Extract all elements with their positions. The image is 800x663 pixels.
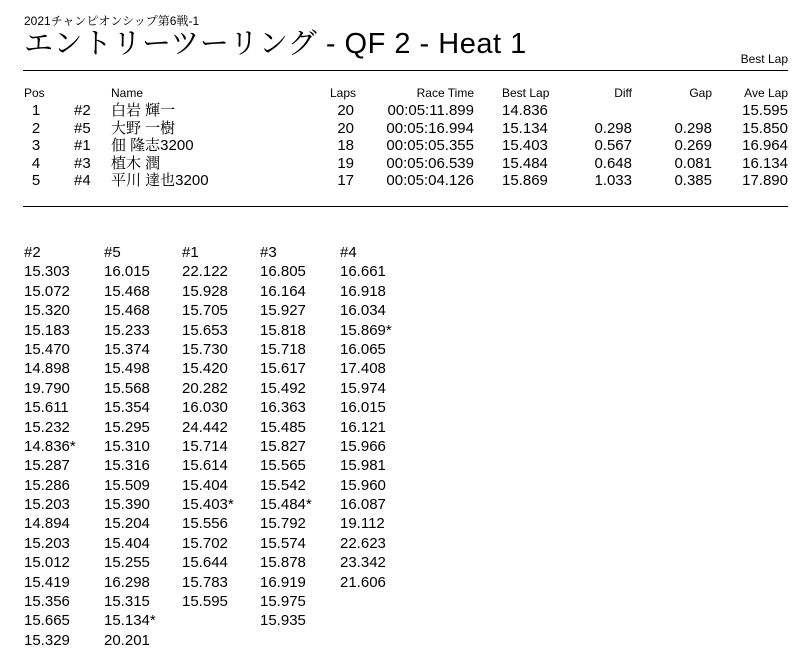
lap-time: 20.282 (182, 379, 228, 397)
lap-column-header: #2 (24, 244, 41, 261)
lap-time: 16.298 (104, 573, 150, 591)
result-pos: 1 (31, 102, 41, 119)
lap-time: 15.653 (182, 321, 228, 339)
lap-time: 15.556 (182, 515, 228, 533)
lap-time: 16.363 (260, 399, 306, 417)
lap-time: 22.122 (182, 263, 228, 281)
col-header-ave-lap: Ave Lap (744, 86, 788, 100)
result-pos: 5 (31, 172, 41, 189)
lap-time: 15.783 (182, 573, 228, 591)
result-ave-lap: 17.890 (742, 172, 788, 189)
result-diff: 1.033 (594, 172, 632, 189)
result-gap: 0.298 (674, 119, 712, 137)
lap-time: 15.470 (24, 340, 70, 358)
lap-time: 15.574 (260, 534, 306, 552)
lap-time: 15.714 (182, 437, 228, 455)
result-kart-number: #2 (74, 102, 91, 119)
result-ave-lap: 15.595 (742, 102, 788, 119)
lap-time: 22.623 (340, 534, 386, 552)
lap-time: 15.390 (104, 496, 150, 514)
lap-time: 16.034 (340, 302, 386, 320)
lap-time: 15.419 (24, 573, 70, 591)
result-row (24, 155, 788, 173)
lap-time: 15.702 (182, 534, 228, 552)
result-kart-number: #3 (74, 154, 91, 172)
result-pos: 3 (31, 137, 41, 154)
lap-time: 15.614 (182, 457, 228, 475)
result-gap: 0.081 (674, 154, 712, 172)
lap-time: 20.201 (104, 631, 150, 649)
lap-time: 15.012 (24, 554, 70, 572)
lap-time: 15.404 (104, 534, 150, 552)
result-laps: 20 (337, 102, 354, 119)
lap-time: 15.485 (260, 418, 306, 436)
result-laps: 17 (337, 172, 354, 189)
lap-time: 15.981 (340, 457, 386, 475)
result-laps: 20 (337, 119, 354, 137)
lap-time: 16.015 (104, 263, 150, 281)
lap-time: 15.611 (24, 399, 69, 417)
result-ave-lap: 15.850 (742, 119, 788, 137)
result-kart-number: #4 (74, 172, 91, 189)
col-header-best-lap: Best Lap (502, 86, 550, 100)
result-race-time: 00:05:16.994 (386, 119, 474, 137)
lap-time: 14.894 (24, 515, 70, 533)
lap-time: 15.204 (104, 515, 150, 533)
lap-time: 15.928 (182, 282, 228, 300)
result-laps: 19 (337, 154, 354, 172)
lap-time: 16.661 (340, 263, 386, 281)
lap-time: 16.805 (260, 263, 306, 281)
lap-time: 15.818 (260, 321, 306, 339)
lap-time: 16.164 (260, 282, 306, 300)
result-driver-name: 植木 潤 (111, 154, 161, 172)
result-diff: 0.648 (594, 154, 632, 172)
lap-time: 15.960 (340, 476, 386, 494)
lap-time: 19.112 (340, 515, 385, 533)
lap-time: 15.286 (24, 476, 70, 494)
lap-column-header: #4 (340, 244, 357, 261)
lap-time: 15.975 (260, 593, 306, 611)
col-header-race-time: Race Time (416, 86, 474, 100)
lap-time: 15.705 (182, 302, 228, 320)
result-gap: 0.269 (674, 137, 712, 154)
lap-time: 24.442 (182, 418, 228, 436)
lap-column (104, 243, 182, 650)
lap-time: 15.320 (24, 302, 70, 320)
result-best-lap: 14.836 (502, 102, 548, 119)
lap-time: 15.509 (104, 476, 150, 494)
lap-time: 15.255 (104, 554, 150, 572)
lap-time: 15.730 (182, 340, 228, 358)
result-best-lap: 15.869 (502, 172, 548, 189)
lap-time: 15.565 (260, 457, 306, 475)
report-title: エントリーツーリング - QF 2 - Heat 1 (24, 28, 527, 60)
lap-time: 15.203 (24, 496, 70, 514)
lap-time: 14.898 (24, 360, 70, 378)
results-header-row (24, 84, 788, 102)
result-driver-name: 平川 達也3200 (111, 172, 209, 189)
lap-time: 15.310 (104, 437, 150, 455)
result-ave-lap: 16.134 (742, 154, 788, 172)
result-row (24, 172, 788, 190)
lap-time: 15.484* (260, 496, 312, 514)
result-race-time: 00:05:11.899 (387, 102, 474, 119)
result-race-time: 00:05:06.539 (386, 154, 474, 172)
lap-time: 16.015 (340, 399, 386, 417)
result-best-lap: 15.134 (502, 119, 548, 137)
lap-time: 15.492 (260, 379, 306, 397)
lap-time: 15.374 (104, 340, 150, 358)
lap-time: 15.316 (104, 457, 150, 475)
lap-time: 15.827 (260, 437, 306, 455)
lap-time: 15.295 (104, 418, 150, 436)
lap-time: 16.919 (260, 573, 306, 591)
lap-time: 15.935 (260, 612, 306, 630)
result-driver-name: 白岩 輝一 (111, 102, 176, 119)
lap-time: 15.354 (104, 399, 150, 417)
lap-time: 15.329 (24, 631, 70, 649)
lap-column-header: #5 (104, 244, 121, 261)
lap-column-header: #3 (260, 244, 277, 261)
result-kart-number: #1 (74, 137, 91, 154)
lap-column (340, 243, 420, 650)
result-diff: 0.298 (594, 119, 632, 137)
result-gap: 0.385 (674, 172, 712, 189)
best-lap-label: Best Lap (740, 52, 788, 66)
result-laps: 18 (337, 137, 354, 154)
result-row (24, 120, 788, 138)
lap-time: 15.878 (260, 554, 306, 572)
lap-time: 15.644 (182, 554, 228, 572)
result-pos: 4 (31, 154, 41, 172)
lap-time: 15.595 (182, 593, 228, 611)
lap-time: 15.927 (260, 302, 306, 320)
lap-time: 15.356 (24, 593, 70, 611)
lap-time: 15.665 (24, 612, 70, 630)
lap-time: 16.030 (182, 399, 228, 417)
result-pos: 2 (31, 119, 41, 137)
lap-time: 15.498 (104, 360, 150, 378)
result-best-lap: 15.484 (502, 154, 548, 172)
lap-time: 15.233 (104, 321, 150, 339)
lap-time: 15.315 (104, 593, 150, 611)
lap-column (260, 243, 340, 650)
report-subtitle: 2021チャンピオンシップ第6戦-1 (24, 14, 200, 28)
lap-time: 15.568 (104, 379, 150, 397)
lap-column (24, 243, 104, 650)
result-driver-name: 大野 一樹 (111, 119, 176, 137)
lap-time: 15.232 (24, 418, 70, 436)
lap-time: 15.404 (182, 476, 228, 494)
col-header-diff: Diff (614, 86, 632, 100)
result-race-time: 00:05:04.126 (386, 172, 474, 189)
result-row (24, 102, 788, 120)
lap-time: 15.134* (104, 612, 156, 630)
result-row (24, 137, 788, 155)
result-ave-lap: 16.964 (742, 137, 788, 154)
lap-column (182, 243, 260, 650)
results-rule (23, 206, 788, 207)
lap-time: 21.606 (340, 573, 386, 591)
lap-time: 16.918 (340, 282, 386, 300)
col-header-name: Name (111, 86, 144, 100)
lap-column-header: #1 (182, 244, 199, 261)
lap-time: 15.974 (340, 379, 386, 397)
lap-times-table (24, 243, 420, 650)
lap-time: 15.203 (24, 534, 70, 552)
col-header-gap: Gap (689, 86, 712, 100)
lap-time: 15.303 (24, 263, 70, 281)
lap-time: 19.790 (24, 379, 70, 397)
lap-time: 15.287 (24, 457, 70, 475)
lap-time: 15.403* (182, 496, 234, 514)
lap-time: 15.542 (260, 476, 306, 494)
results-table (24, 84, 788, 190)
header-rule (23, 70, 788, 71)
lap-time: 15.966 (340, 437, 386, 455)
lap-time: 15.468 (104, 282, 150, 300)
lap-time: 16.121 (340, 418, 386, 436)
lap-time: 15.617 (260, 360, 306, 378)
result-kart-number: #5 (74, 119, 91, 137)
lap-time: 14.836* (24, 437, 76, 455)
result-diff: 0.567 (594, 137, 632, 154)
lap-time: 16.087 (340, 496, 386, 514)
lap-time: 15.072 (24, 282, 70, 300)
result-best-lap: 15.403 (502, 137, 548, 154)
result-race-time: 00:05:05.355 (386, 137, 474, 154)
col-header-pos: Pos (24, 86, 45, 100)
lap-time: 23.342 (340, 554, 386, 572)
result-driver-name: 佃 隆志3200 (111, 137, 194, 154)
lap-time: 15.468 (104, 302, 150, 320)
lap-time: 15.792 (260, 515, 306, 533)
lap-time: 15.718 (260, 340, 306, 358)
lap-time: 15.183 (24, 321, 70, 339)
col-header-laps: Laps (330, 86, 357, 100)
lap-time: 17.408 (340, 360, 386, 378)
lap-time: 15.420 (182, 360, 228, 378)
lap-time: 16.065 (340, 340, 386, 358)
lap-time: 15.869* (340, 321, 392, 339)
